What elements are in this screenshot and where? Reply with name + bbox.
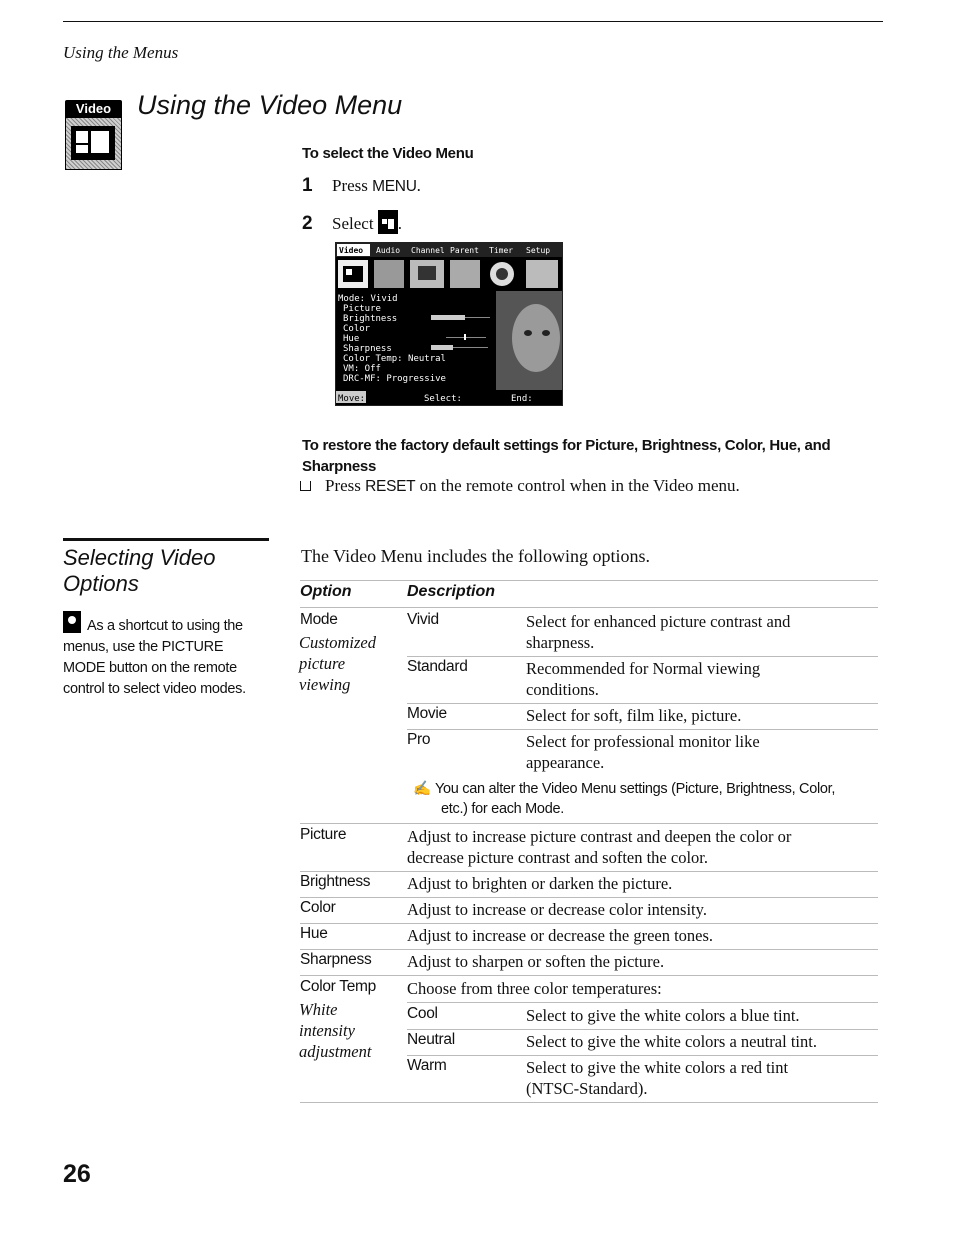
color-temp-sub-2: intensity xyxy=(299,1021,355,1040)
mode-vivid-desc: Select for enhanced picture contrast and sharpness. xyxy=(526,612,791,652)
sidebar-rule xyxy=(63,538,269,541)
step-2: 2 Select . xyxy=(302,210,402,235)
option-sharpness: Sharpness xyxy=(300,951,372,968)
section-heading: Selecting Video Options xyxy=(63,545,216,596)
mode-note: ✍ You can alter the Video Menu settings (Picture, Brightness, Color, etc.) for each Mode. xyxy=(413,781,836,817)
mode-sub-2: picture xyxy=(299,654,346,673)
checkbox-bullet-icon xyxy=(300,481,311,491)
header-rule xyxy=(63,21,883,22)
osd-item-color-temp: Color Temp: Neutral xyxy=(343,354,446,364)
sharpness-desc: Adjust to sharpen or soften the picture. xyxy=(407,952,665,971)
table-rule xyxy=(407,729,878,730)
mode-standard: Standard xyxy=(407,658,468,675)
header-description: Description xyxy=(407,583,496,600)
video-menu-screenshot xyxy=(335,242,563,406)
osd-item-brightness: Brightness xyxy=(343,314,398,324)
table-rule xyxy=(300,975,878,976)
restore-bullet: Press RESET on the remote control when in the Video menu. xyxy=(300,476,740,496)
header-option: Option xyxy=(300,583,352,600)
osd-tab-audio: Audio xyxy=(376,246,401,255)
osd-tab-timer: Timer xyxy=(489,246,514,255)
temp-warm: Warm xyxy=(407,1057,447,1074)
osd-footer-end: End: xyxy=(511,394,533,404)
osd-tab-video: Video xyxy=(339,246,364,255)
option-hue: Hue xyxy=(300,925,328,942)
running-head: Using the Menus xyxy=(63,43,179,62)
osd-item-picture: Picture xyxy=(343,304,381,314)
color-temp-sub-1: White xyxy=(299,1000,338,1019)
mode-vivid: Vivid xyxy=(407,611,439,628)
color-desc: Adjust to increase or decrease color intensity. xyxy=(407,900,707,919)
mode-movie-desc: Select for soft, film like, picture. xyxy=(526,706,742,725)
table-rule xyxy=(407,1055,878,1056)
osd-item-drc: DRC-MF: Progressive xyxy=(343,374,446,384)
option-mode: Mode xyxy=(300,611,338,628)
video-inline-icon xyxy=(378,210,398,234)
temp-cool: Cool xyxy=(407,1005,438,1022)
osd-tab-parent: Parent xyxy=(450,246,479,255)
table-rule xyxy=(300,1102,878,1103)
osd-item-color: Color xyxy=(343,324,371,334)
temp-neutral: Neutral xyxy=(407,1031,455,1048)
mode-movie: Movie xyxy=(407,705,447,722)
mode-sub-3: viewing xyxy=(299,675,351,694)
osd-item-sharpness: Sharpness xyxy=(343,344,392,354)
video-menu-icon xyxy=(65,100,122,170)
table-intro: The Video Menu includes the following options. xyxy=(301,546,651,566)
table-rule xyxy=(300,580,878,581)
brightness-desc: Adjust to brighten or darken the picture. xyxy=(407,874,673,893)
mode-standard-desc: Recommended for Normal viewing conditions. xyxy=(526,659,761,699)
temp-warm-desc: Select to give the white colors a red tint (NTSC-Standard). xyxy=(526,1058,789,1098)
temp-neutral-desc: Select to give the white colors a neutral tint. xyxy=(526,1032,817,1051)
table-rule xyxy=(407,656,878,657)
page-title: Using the Video Menu xyxy=(137,90,403,120)
video-icon-label: Video xyxy=(65,100,122,117)
table-rule xyxy=(300,949,878,950)
table-rule xyxy=(407,1029,878,1030)
color-temp-sub-3: adjustment xyxy=(299,1042,372,1061)
temp-cool-desc: Select to give the white colors a blue tint. xyxy=(526,1006,800,1025)
osd-tab-channel: Channel xyxy=(411,246,445,255)
pencil-note-icon: ✍ xyxy=(413,781,431,797)
mode-pro-desc: Select for professional monitor like appearance. xyxy=(526,732,760,772)
color-temp-intro: Choose from three color temperatures: xyxy=(407,979,662,998)
osd-item-hue: Hue xyxy=(343,334,360,344)
page-number: 26 xyxy=(63,1160,91,1188)
osd-tab-setup: Setup xyxy=(526,246,551,255)
osd-footer-select: Select: xyxy=(424,394,462,404)
table-rule xyxy=(300,871,878,872)
tip-icon xyxy=(63,611,81,633)
table-rule xyxy=(407,1002,878,1003)
osd-item-mode: Mode: Vivid xyxy=(338,294,398,304)
option-picture: Picture xyxy=(300,826,347,843)
table-rule xyxy=(300,897,878,898)
tip-text: As a shortcut to using the menus, use the PICTURE MODE button on the remote control to select video modes. xyxy=(63,611,268,700)
picture-desc: Adjust to increase picture contrast and deepen the color or decrease picture contrast and soften the color. xyxy=(407,827,792,867)
hue-desc: Adjust to increase or decrease the green tones. xyxy=(407,926,714,945)
mode-pro: Pro xyxy=(407,731,431,748)
select-heading: To select the Video Menu xyxy=(302,145,474,162)
option-color-temp: Color Temp xyxy=(300,978,376,995)
option-color: Color xyxy=(300,899,336,916)
table-rule xyxy=(407,703,878,704)
restore-heading: To restore the factory default settings for Picture, Brightness, Color, Hue, and Sharpness xyxy=(302,437,831,475)
osd-footer-move: Move: xyxy=(338,394,366,404)
table-rule xyxy=(300,823,878,824)
table-rule xyxy=(300,607,878,608)
step-1: 1 Press MENU. xyxy=(302,175,421,196)
table-rule xyxy=(300,923,878,924)
mode-sub-1: Customized xyxy=(299,633,377,652)
osd-item-vm: VM: Off xyxy=(343,364,381,374)
option-brightness: Brightness xyxy=(300,873,371,890)
